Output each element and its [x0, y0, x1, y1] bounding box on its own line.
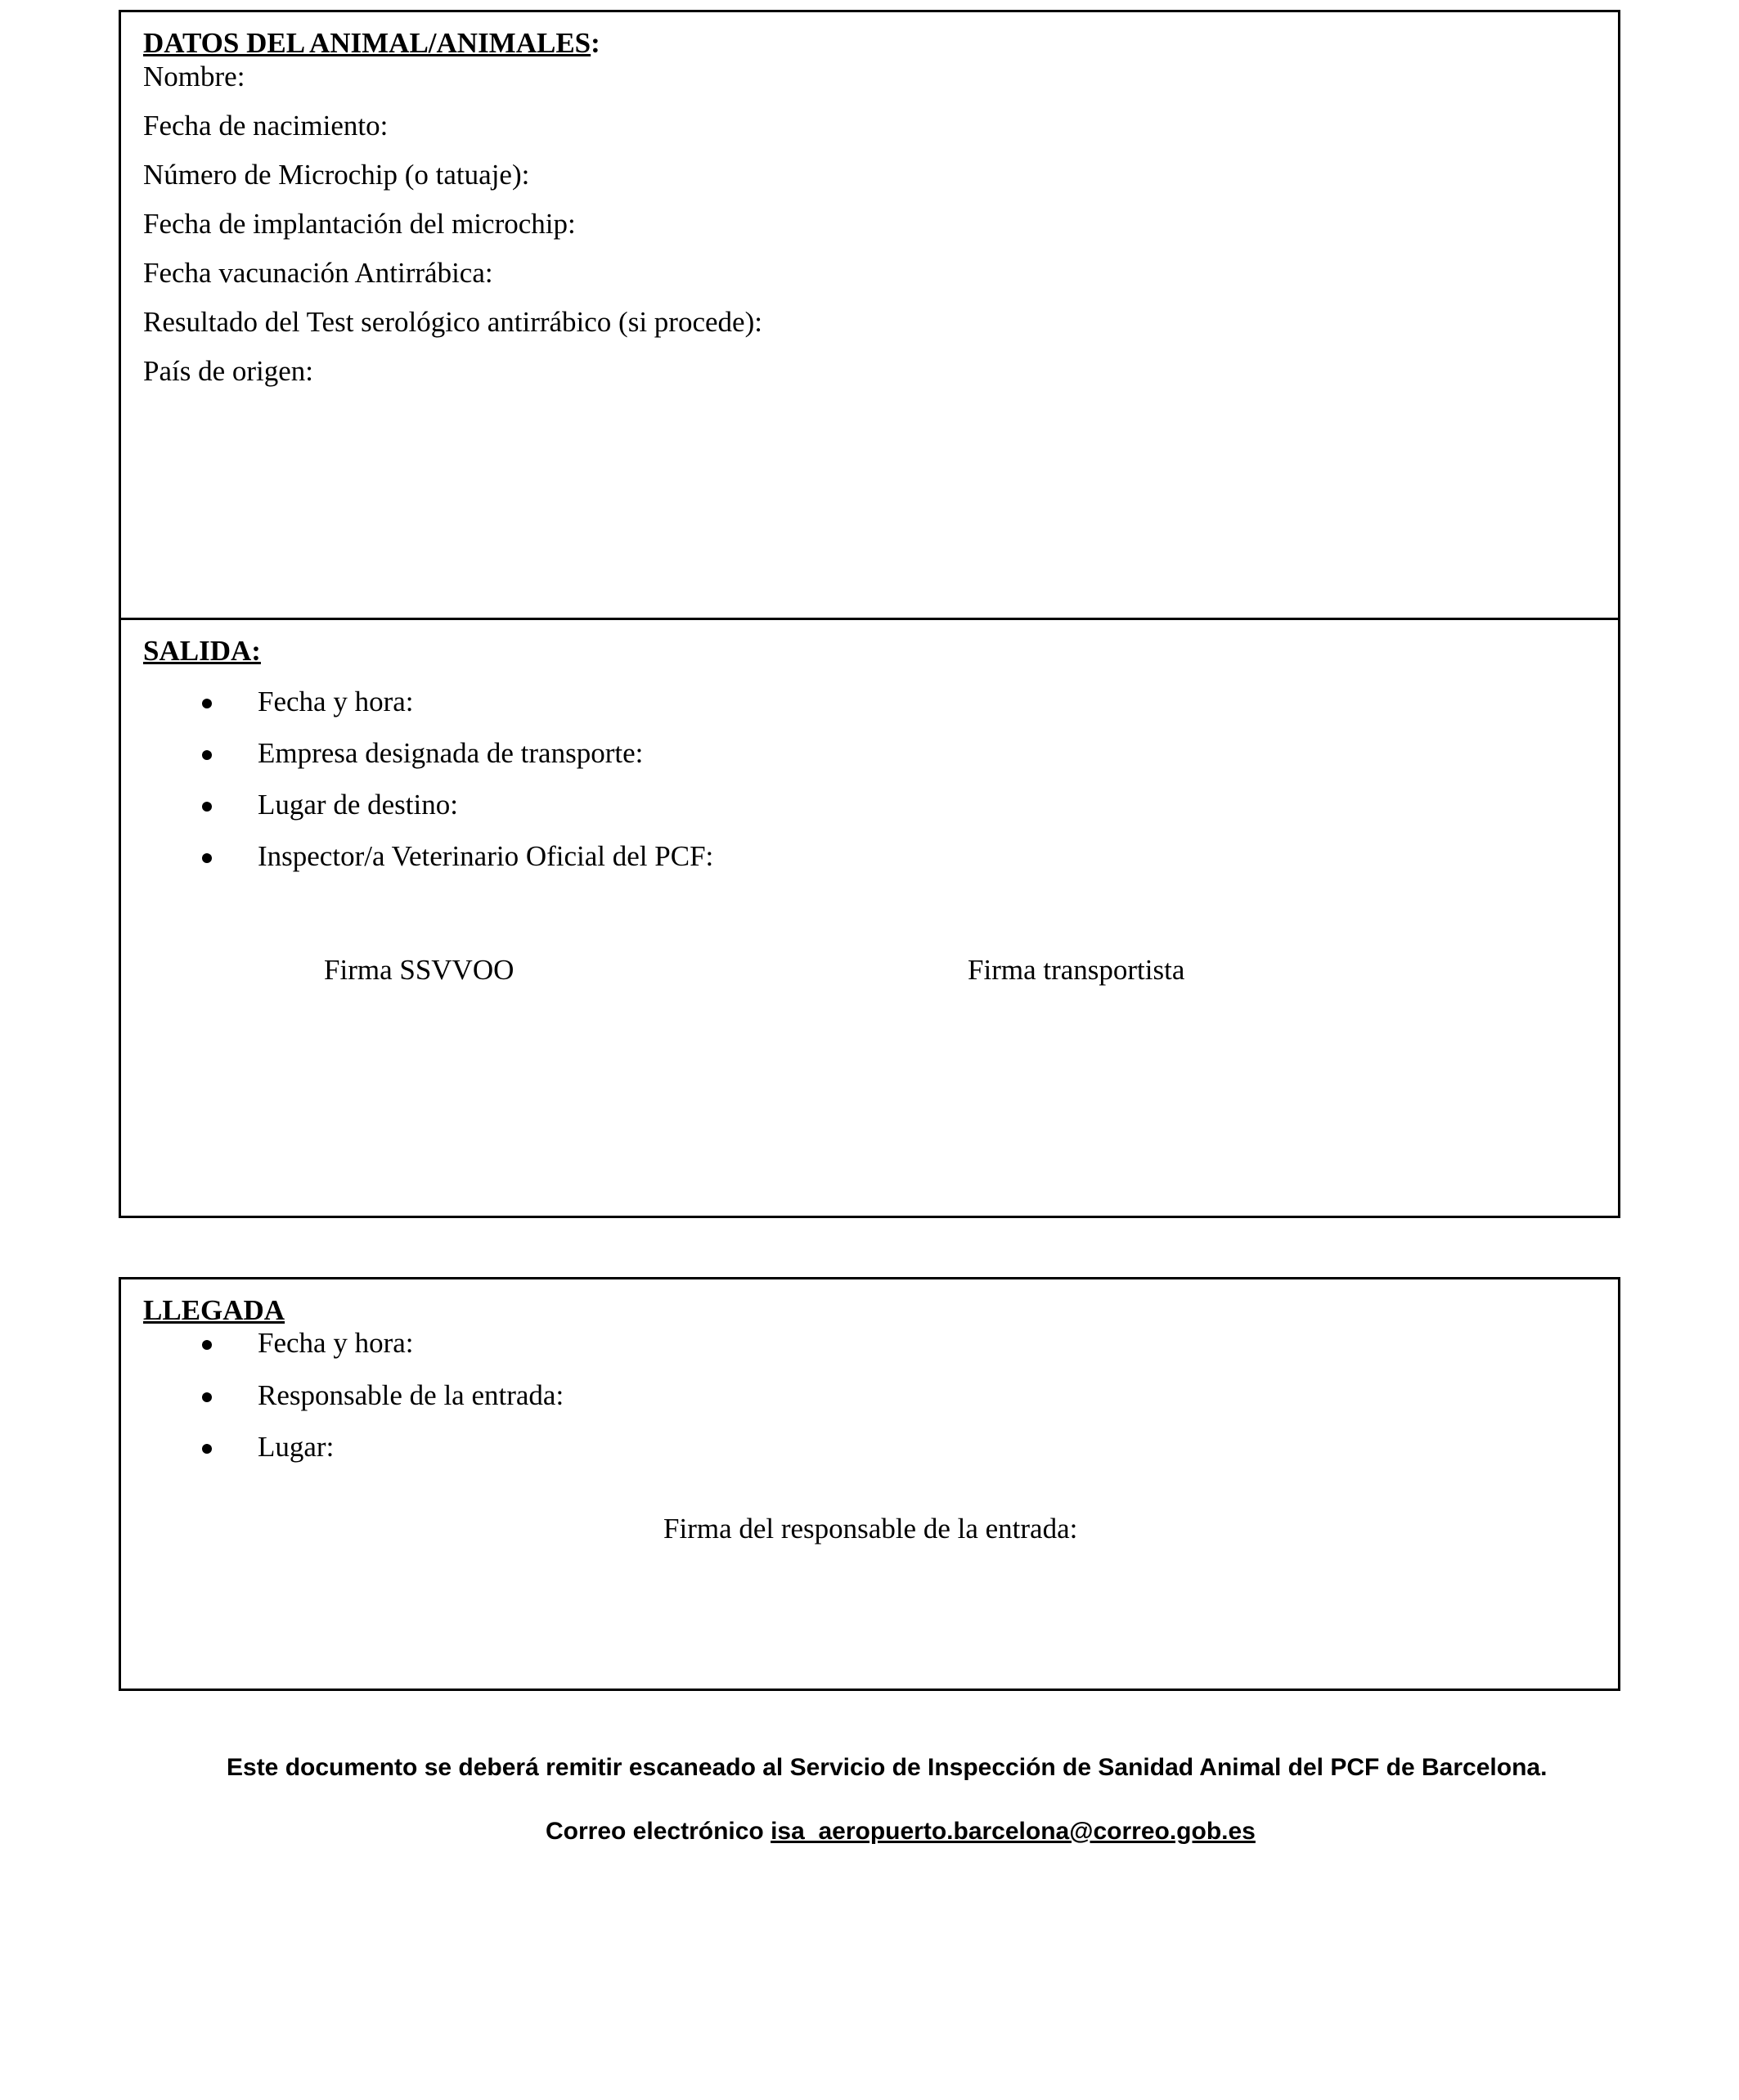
- llegada-item-fecha-hora: Fecha y hora:: [258, 1327, 414, 1359]
- llegada-item-lugar: Lugar:: [258, 1431, 335, 1463]
- salida-section: [119, 618, 1620, 1218]
- bullet-icon: [202, 853, 212, 863]
- footer-contact: [546, 1819, 1256, 1844]
- firma-responsable-label: Firma del responsable de la entrada:: [663, 1513, 1078, 1545]
- field-nombre: Nombre:: [143, 61, 245, 92]
- animal-data-section: [119, 10, 1620, 620]
- salida-item-inspector: Inspector/a Veterinario Oficial del PCF:: [258, 840, 714, 872]
- bullet-icon: [202, 1444, 212, 1454]
- salida-item-empresa: Empresa designada de transporte:: [258, 737, 644, 769]
- bullet-icon: [202, 1392, 212, 1402]
- llegada-heading: LLEGADA: [143, 1294, 285, 1326]
- footer-email-label: Correo electrónico: [546, 1818, 771, 1845]
- field-microchip: Número de Microchip (o tatuaje):: [143, 159, 530, 191]
- llegada-section: [119, 1277, 1620, 1691]
- animal-data-heading-colon: :: [591, 27, 600, 59]
- animal-data-heading-text: DATOS DEL ANIMAL/ANIMALES: [143, 27, 591, 59]
- bullet-icon: [202, 699, 212, 708]
- field-vacunacion: Fecha vacunación Antirrábica:: [143, 257, 493, 289]
- field-pais-origen: País de origen:: [143, 355, 314, 387]
- bullet-icon: [202, 750, 212, 760]
- field-fecha-nacimiento: Fecha de nacimiento:: [143, 110, 389, 142]
- salida-heading: SALIDA:: [143, 635, 261, 667]
- bullet-icon: [202, 802, 212, 812]
- animal-data-heading: [143, 29, 600, 57]
- field-test-serologico: Resultado del Test serológico antirrábico (si procede):: [143, 306, 762, 338]
- footer-notice: Este documento se deberá remitir escaneado al Servicio de Inspección de Sanidad Animal del PCF de Barcelona.: [227, 1754, 1548, 1781]
- salida-item-fecha-hora: Fecha y hora:: [258, 686, 414, 717]
- firma-transportista-label: Firma transportista: [968, 954, 1185, 986]
- llegada-item-responsable: Responsable de la entrada:: [258, 1379, 564, 1411]
- footer-email-link[interactable]: isa_aeropuerto.barcelona@correo.gob.es: [771, 1818, 1256, 1845]
- firma-ssvvoo-label: Firma SSVVOO: [324, 954, 515, 986]
- salida-item-destino: Lugar de destino:: [258, 789, 458, 821]
- field-fecha-implantacion: Fecha de implantación del microchip:: [143, 208, 576, 240]
- bullet-icon: [202, 1340, 212, 1350]
